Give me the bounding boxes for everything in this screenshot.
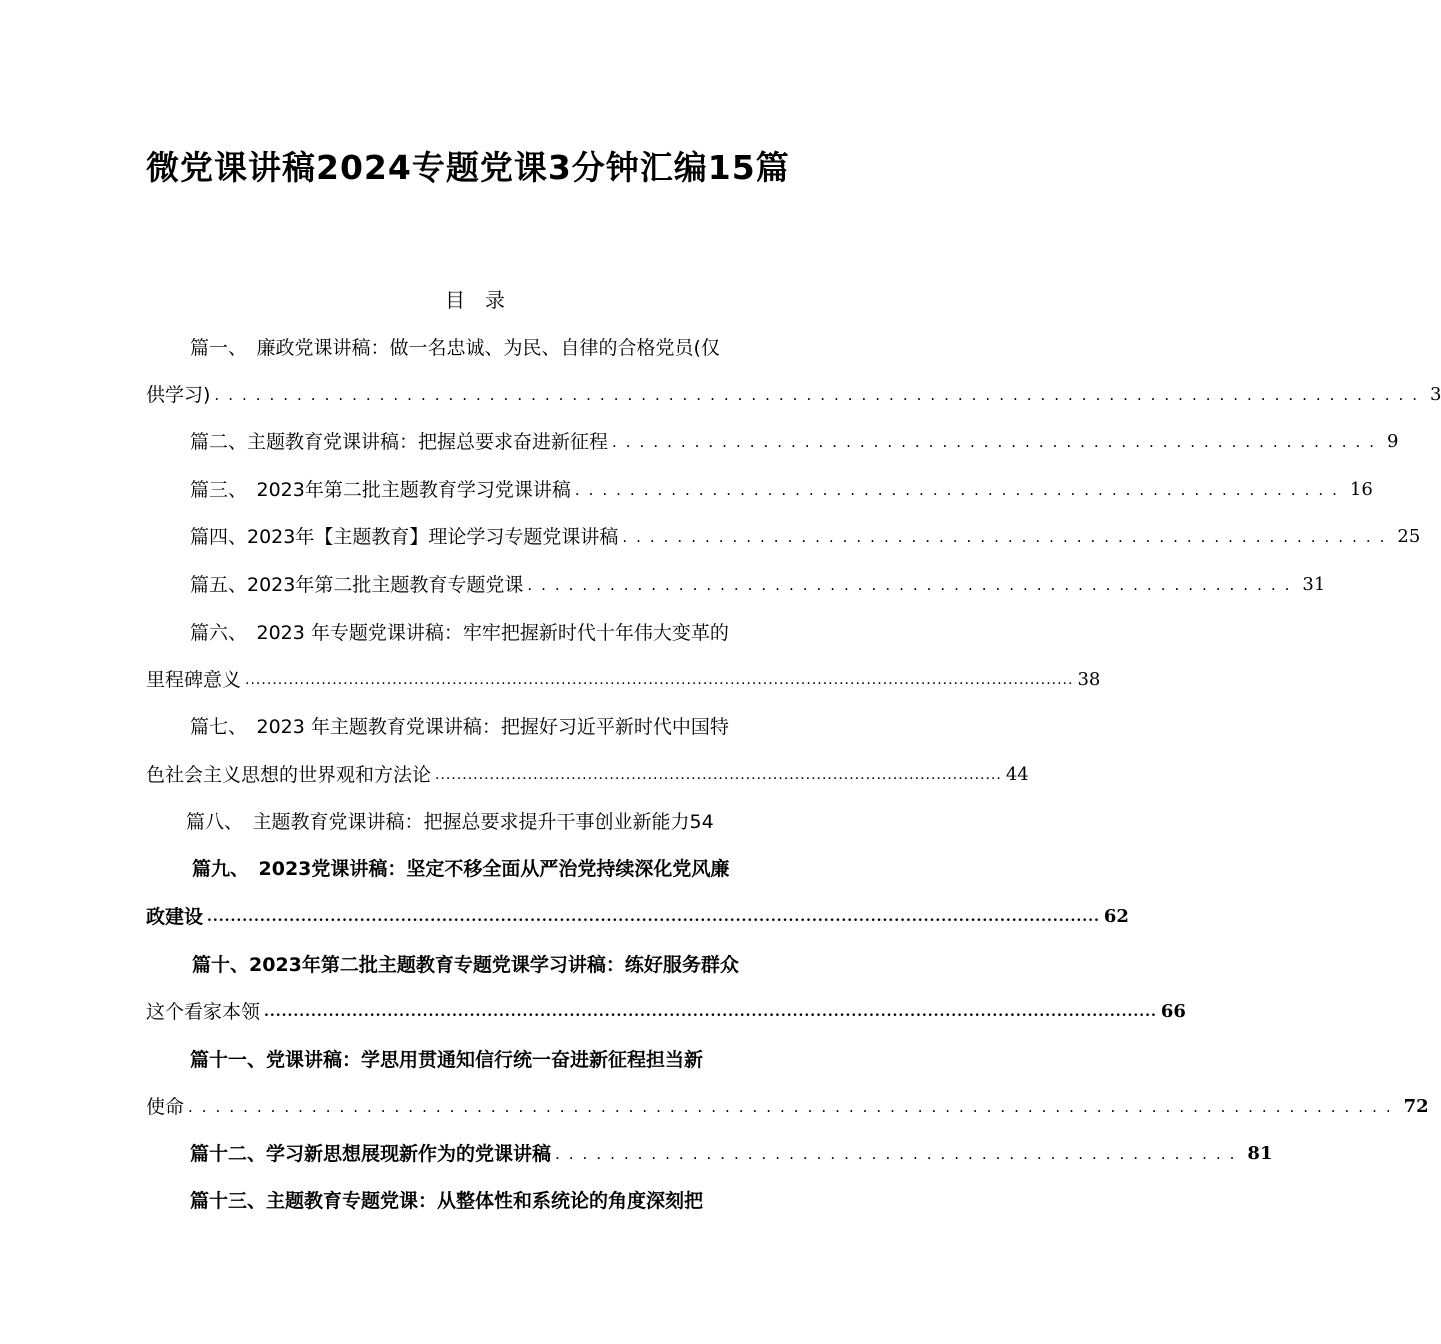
toc-page-number: 31 — [1302, 574, 1326, 595]
toc-heading-text: 目 录 — [445, 288, 505, 312]
toc-heading — [0, 286, 950, 314]
toc-entry-text: 里程碑意义 — [146, 669, 242, 691]
toc-entry-text: 政建设 — [146, 906, 204, 928]
toc-leader-dots: ........................................................................................ — [214, 386, 1427, 404]
toc-leader-dots: .................................................. — [555, 1145, 1244, 1163]
toc-entry-text: 篇八、 主题教育党课讲稿：把握总要求提升干事创业新能力 — [186, 811, 690, 833]
toc-page-number: 54 — [689, 811, 714, 833]
toc-page-number: 38 — [1077, 669, 1101, 690]
toc-entry-13-line1[interactable] — [190, 1185, 810, 1217]
toc-leader-dots: ........................................................................................................................................................ — [207, 909, 1100, 925]
toc-entry-12[interactable] — [190, 1138, 1273, 1170]
toc-page-number: 3 — [1430, 384, 1441, 405]
toc-leader-dots: ........................................................ — [612, 433, 1384, 451]
toc-entry-text: 供学习) — [146, 384, 211, 406]
toc-entry-text: 篇三、 2023年第二批主题教育学习党课讲稿 — [190, 479, 571, 501]
toc-entry-9-line1[interactable] — [192, 853, 810, 885]
toc-entry-text: 篇六、 2023 年专题党课讲稿：牢牢把握新时代十年伟大变革的 — [190, 622, 729, 644]
toc-entry-text: 篇一、 廉政党课讲稿：做一名忠诚、为民、自律的合格党员(仅 — [190, 337, 720, 359]
toc-page-number: 81 — [1247, 1143, 1273, 1164]
toc-entry-10-line2[interactable] — [146, 996, 1186, 1028]
toc-entry-5[interactable] — [190, 569, 1326, 601]
toc-entry-text: 篇十三、主题教育专题党课：从整体性和系统论的角度深刻把 — [190, 1190, 704, 1212]
toc-page-number: 62 — [1103, 906, 1129, 927]
toc-entry-text: 篇四、2023年【主题教育】理论学习专题党课讲稿 — [190, 526, 619, 548]
toc-entry-9-line2[interactable] — [146, 901, 1129, 933]
toc-entry-6-line1[interactable] — [190, 617, 810, 649]
toc-entry-11-line1[interactable] — [190, 1044, 810, 1076]
toc-entry-3[interactable] — [190, 474, 1373, 506]
toc-leader-dots: ........................................................................................................................................................ — [245, 672, 1074, 688]
toc-entry-7-line2[interactable] — [146, 759, 1029, 791]
toc-leader-dots: ........................................................ — [574, 481, 1346, 499]
toc-entry-8[interactable] — [186, 806, 810, 838]
toc-page-number: 16 — [1349, 479, 1373, 500]
toc-page-number: 66 — [1160, 1001, 1186, 1022]
toc-leader-dots: ........................................................ — [527, 576, 1299, 594]
toc-entry-1-line2[interactable] — [146, 379, 1441, 411]
toc-entry-text: 篇二、主题教育党课讲稿：把握总要求奋进新征程 — [190, 431, 609, 453]
toc-entry-text: 色社会主义思想的世界观和方法论 — [146, 764, 432, 786]
toc-page-number: 25 — [1397, 526, 1421, 547]
toc-leader-dots: ........................................................................................................................................................ — [264, 1004, 1157, 1020]
toc-entry-6-line2[interactable] — [146, 664, 1101, 696]
toc-entry-text: 篇七、 2023 年主题教育党课讲稿：把握好习近平新时代中国特 — [190, 716, 729, 738]
document-title: 微党课讲稿2024专题党课3分钟汇编15篇 — [146, 148, 790, 187]
toc-entry-10-line1[interactable] — [192, 949, 810, 981]
toc-leader-dots: ........................................................ — [622, 528, 1394, 546]
toc-entry-2[interactable] — [190, 426, 1399, 458]
toc-entry-text: 篇十一、党课讲稿：学思用贯通知信行统一奋进新征程担当新 — [190, 1049, 704, 1071]
toc-entry-text: 这个看家本领 — [146, 1001, 261, 1023]
toc-page-number: 9 — [1387, 431, 1399, 452]
toc-entry-text: 使命 — [146, 1096, 185, 1118]
toc-leader-dots: ........................................................................................................ — [435, 767, 1002, 783]
toc-entry-text: 篇十二、学习新思想展现新作为的党课讲稿 — [190, 1143, 552, 1165]
toc-entry-text: 篇五、2023年第二批主题教育专题党课 — [190, 574, 524, 596]
toc-entry-1-line1[interactable] — [190, 332, 810, 364]
toc-entry-text: 篇九、 2023党课讲稿：坚定不移全面从严治党持续深化党风廉 — [192, 858, 730, 880]
toc-leader-dots: ........................................................................................ — [188, 1098, 1400, 1116]
toc-entry-4[interactable] — [190, 521, 1421, 553]
toc-entry-7-line1[interactable] — [190, 711, 810, 743]
toc-entry-text: 篇十、2023年第二批主题教育专题党课学习讲稿：练好服务群众 — [192, 954, 739, 976]
toc-page-number: 72 — [1403, 1096, 1429, 1117]
toc-entry-11-line2[interactable] — [146, 1091, 1429, 1123]
toc-page-number: 44 — [1005, 764, 1029, 785]
